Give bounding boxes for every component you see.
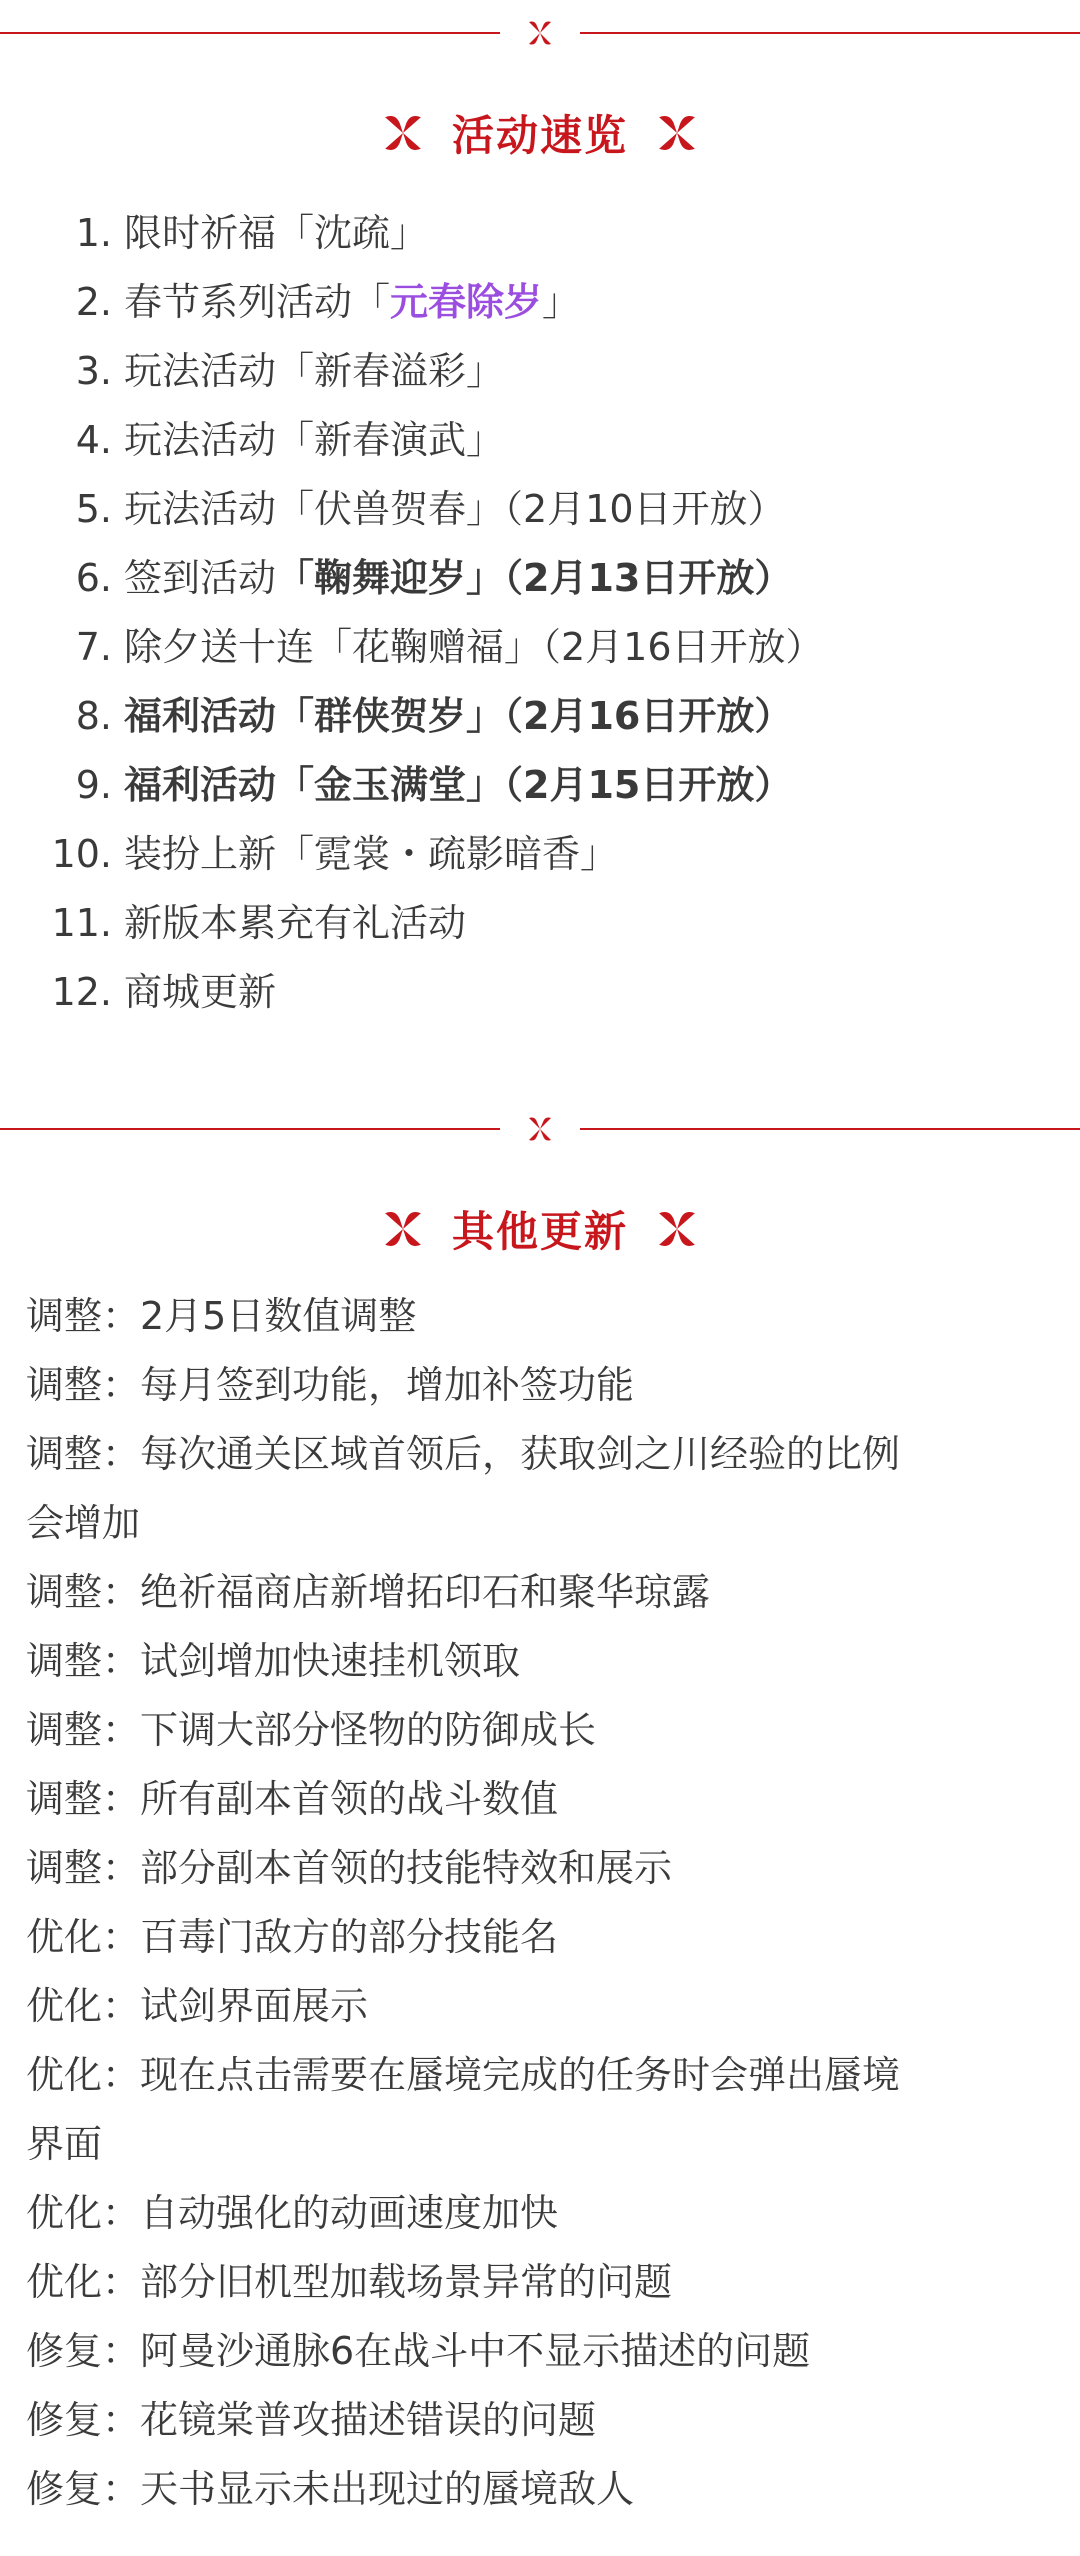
update-line: 调整：2月5日数值调整 [26,1294,417,1338]
update-line: 调整：每次通关区域首领后，获取剑之川经验的比例 [26,1432,901,1476]
flower-ornament-icon [656,1208,698,1250]
list-item [0,888,1080,957]
item-number: 2. [75,279,112,324]
item-text: 限时祈福「沈疏」 [124,210,429,255]
list-item [0,612,1080,681]
list-item [0,198,1080,267]
list-item [0,336,1080,405]
flower-divider-icon [525,18,555,48]
update-line: 调整：下调大部分怪物的防御成长 [26,1708,597,1752]
activities-section-title [0,88,1080,178]
update-line: 修复：花镜棠普攻描述错误的问题 [26,2398,597,2442]
item-text: 玩法活动「新春溢彩」 [124,348,505,393]
list-item [0,957,1080,1026]
flower-ornament-icon [382,1208,424,1250]
item-text: 装扮上新「霓裳・疏影暗香」 [124,831,619,876]
list-item [0,681,1080,750]
update-line: 调整：绝祈福商店新增拓印石和聚华琼露 [26,1570,711,1614]
item-text: 玩法活动「伏兽贺春」（2月10日开放） [124,486,786,531]
list-item [0,474,1080,543]
divider-line-right [580,32,1080,34]
list-item [0,405,1080,474]
update-line: 优化：试剑界面展示 [26,1984,369,2028]
update-line: 调整：每月签到功能，增加补签功能 [26,1363,635,1407]
activity-list [0,198,1080,1026]
other-section-title [0,1184,1080,1274]
item-number: 7. [75,624,112,669]
section-divider-top [0,0,1080,50]
item-number: 6. [75,555,112,600]
list-item [0,543,1080,612]
update-line: 优化：部分旧机型加载场景异常的问题 [26,2260,673,2304]
divider-line-left [0,1128,500,1130]
update-line: 调整：试剑增加快速挂机领取 [26,1639,521,1683]
item-number: 12. [51,969,112,1014]
item-text: 新版本累充有礼活动 [124,900,467,945]
item-text: 除夕送十连「花鞠赠福」（2月16日开放） [124,624,824,669]
item-number: 8. [75,693,112,738]
list-item [0,819,1080,888]
update-notes [0,1282,1080,2524]
highlighted-text: 元春除岁 [390,279,543,324]
update-line-continued: 会增加 [26,1501,141,1545]
item-text: 玩法活动「新春演武」 [124,417,505,462]
list-item [0,267,1080,336]
update-line: 优化：自动强化的动画速度加快 [26,2191,559,2235]
item-text: 福利活动「金玉满堂」（2月15日开放） [124,762,793,807]
flower-divider-icon [525,1114,555,1144]
item-number: 11. [51,900,112,945]
item-number: 5. [75,486,112,531]
section-title-text: 其他更新 [451,1207,628,1256]
section-title-text: 活动速览 [451,111,628,160]
update-line: 调整：部分副本首领的技能特效和展示 [26,1846,673,1890]
list-item [0,750,1080,819]
update-line: 修复：天书显示未出现过的蜃境敌人 [26,2467,635,2511]
item-text: 春节系列活动「元春除岁」 [124,279,581,324]
item-number: 1. [75,210,112,255]
update-line: 修复：阿曼沙通脉6在战斗中不显示描述的问题 [26,2329,811,2373]
item-text: 商城更新 [124,969,277,1014]
update-line: 优化：现在点击需要在蜃境完成的任务时会弹出蜃境 [26,2053,901,2097]
flower-ornament-icon [382,112,424,154]
item-number: 10. [51,831,112,876]
item-number: 3. [75,348,112,393]
divider-line-right [580,1128,1080,1130]
update-line: 调整：所有副本首领的战斗数值 [26,1777,559,1821]
flower-ornament-icon [656,112,698,154]
section-divider-middle [0,1086,1080,1146]
item-text: 福利活动「群侠贺岁」（2月16日开放） [124,693,793,738]
update-line: 优化：百毒门敌方的部分技能名 [26,1915,559,1959]
item-text: 签到活动「鞠舞迎岁」（2月13日开放） [124,555,793,600]
divider-line-left [0,32,500,34]
item-number: 4. [75,417,112,462]
item-number: 9. [75,762,112,807]
update-line-continued: 界面 [26,2122,103,2166]
